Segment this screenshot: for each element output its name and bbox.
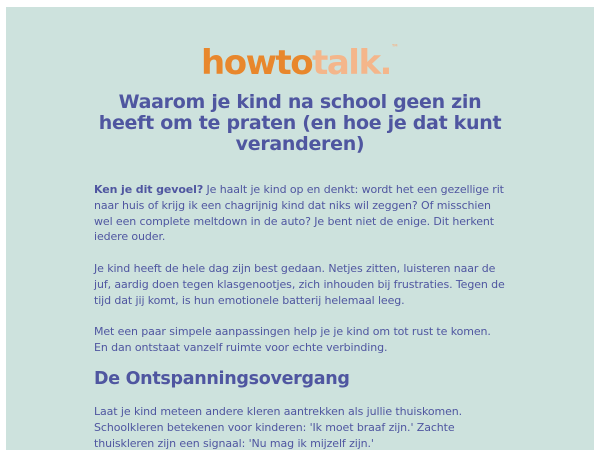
page-title: Waarom je kind na school geen zin heeft om te praten (en hoe je dat kunt veranderen)	[98, 91, 502, 155]
logo-trademark: ™	[390, 43, 399, 52]
logo-howto: howto	[201, 43, 313, 83]
brand-logo[interactable]	[0, 26, 600, 85]
paragraph-3: Met een paar simpele aanpassingen help je je kind om tot rust te komen. En dan ontstaat vanzelf ruimte voor echte verbinding.	[94, 325, 491, 354]
paragraph-4: Laat je kind meteen andere kleren aantrekken als jullie thuiskomen. Schoolkleren betekenen voor kinderen: 'Ik moet braaf zijn.' Zachte thuiskleren zijn een signaal: 'Nu mag ik mijzelf zijn.'	[94, 405, 463, 450]
intro-text: Je haalt je kind op en denkt: wordt het een gezellige rit naar huis of krijg ik een chagrijnig kind dat niks wil zeggen? Of misschien wel een complete meltdown in de auto? Je bent niet de enige. Dit herkent iedere ouder.	[94, 183, 504, 244]
paragraph-2: Je kind heeft de hele dag zijn best gedaan. Netjes zitten, luisteren naar de juf, aardig doen tegen klasgenootjes, zich inhouden bij frustraties. Tegen de tijd dat jij komt, is hun emotionele batterij helemaal leeg.	[94, 262, 505, 307]
intro-paragraph	[94, 182, 506, 245]
section-heading: De Ontspanningsovergang	[94, 369, 350, 389]
intro-lead: Ken je dit gevoel?	[94, 183, 204, 196]
logo-talk: talk.	[312, 43, 391, 83]
